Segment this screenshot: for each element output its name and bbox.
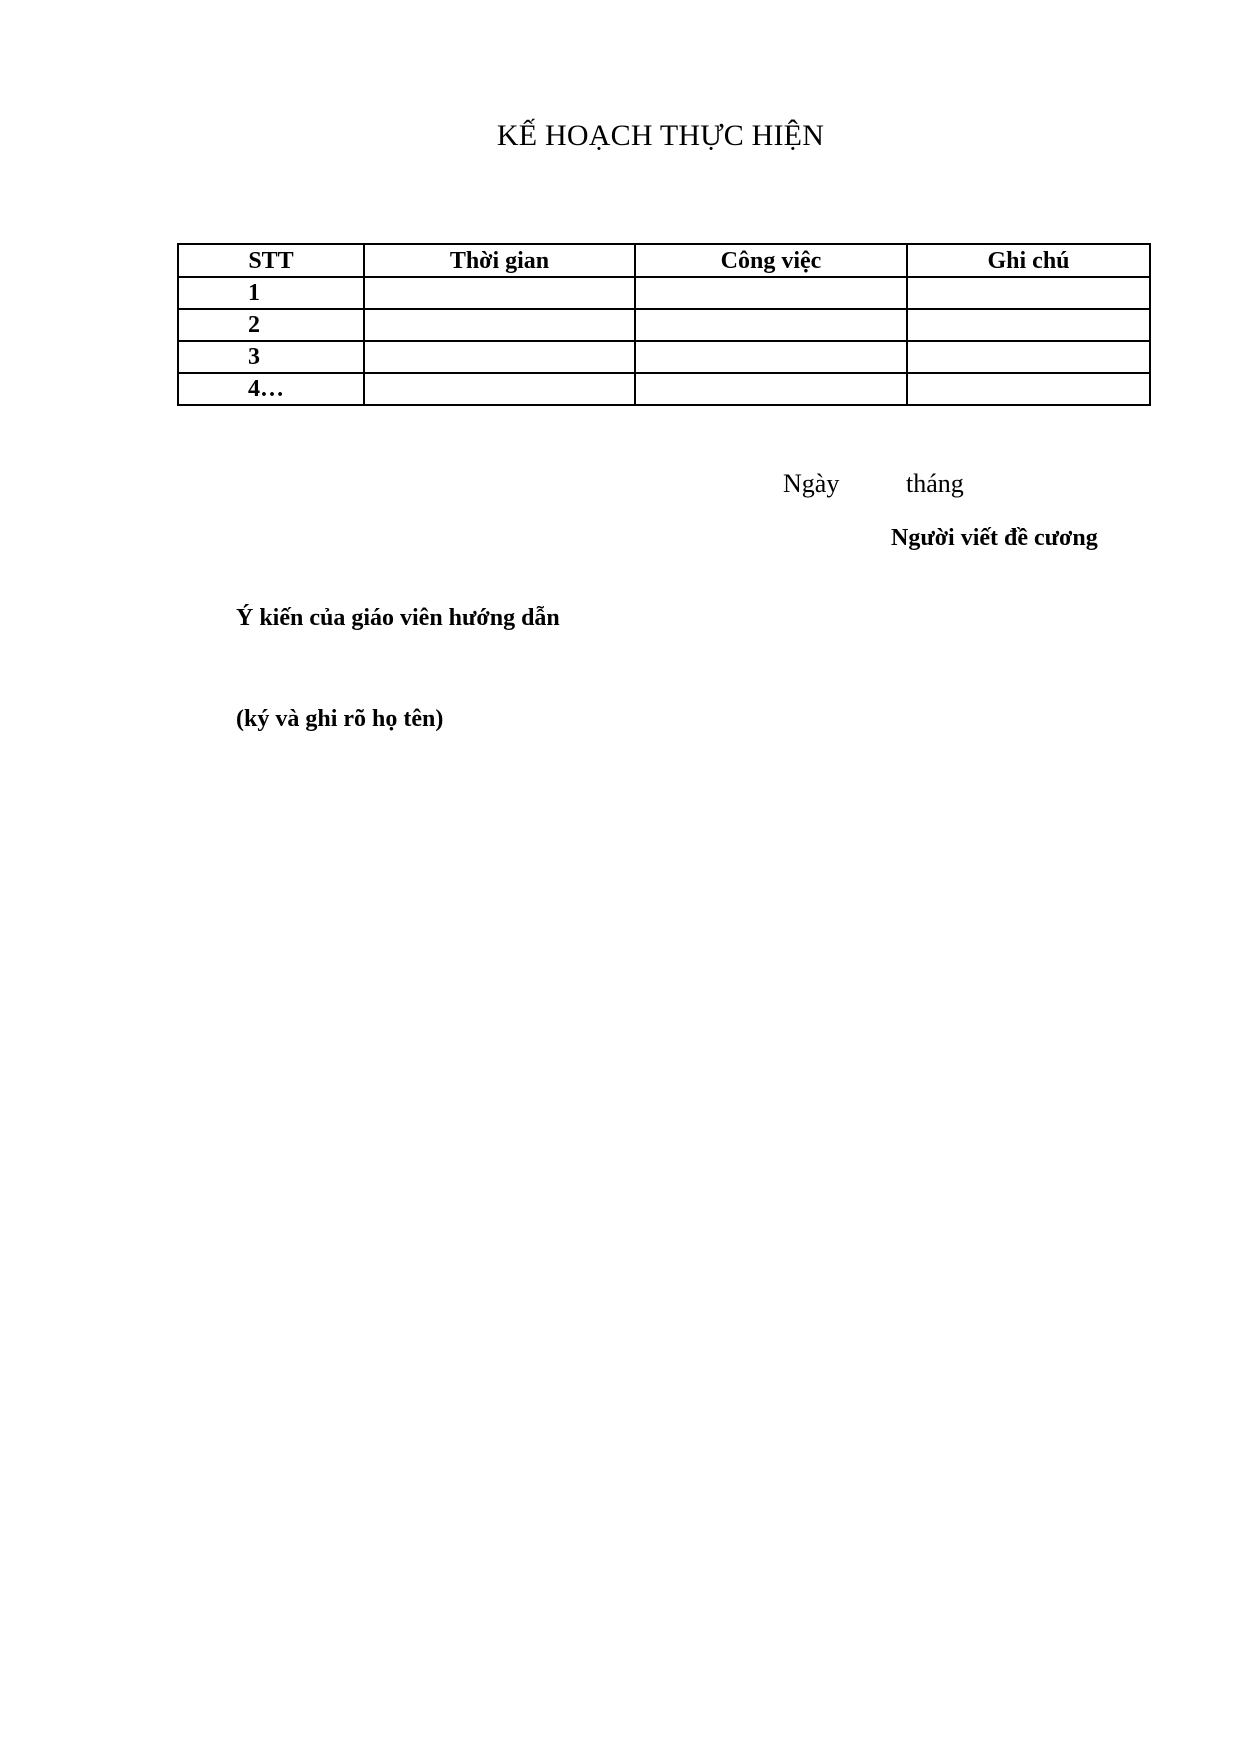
day-label: Ngày — [783, 469, 840, 498]
table-row — [178, 373, 1150, 405]
cell-work — [635, 309, 907, 341]
header-work: Công việc — [635, 244, 907, 277]
cell-note — [907, 373, 1150, 405]
header-note: Ghi chú — [907, 244, 1150, 277]
cell-work — [635, 373, 907, 405]
table-row — [178, 341, 1150, 373]
plan-table — [177, 243, 1151, 406]
table-row — [178, 309, 1150, 341]
table-header-row — [178, 244, 1150, 277]
cell-note — [907, 341, 1150, 373]
cell-stt: 1 — [178, 277, 364, 309]
cell-stt: 4… — [178, 373, 364, 405]
table-row — [178, 277, 1150, 309]
header-stt: STT — [178, 244, 364, 277]
header-time: Thời gian — [364, 244, 635, 277]
date-line — [783, 468, 964, 500]
signature-note: (ký và ghi rõ họ tên) — [236, 706, 444, 732]
cell-time — [364, 277, 635, 309]
cell-note — [907, 309, 1150, 341]
cell-stt: 3 — [178, 341, 364, 373]
advisor-opinion-label: Ý kiến của giáo viên hướng dẫn — [236, 605, 560, 631]
cell-work — [635, 341, 907, 373]
cell-stt: 2 — [178, 309, 364, 341]
cell-time — [364, 341, 635, 373]
cell-time — [364, 373, 635, 405]
month-label: tháng — [906, 469, 964, 498]
cell-time — [364, 309, 635, 341]
cell-work — [635, 277, 907, 309]
cell-note — [907, 277, 1150, 309]
author-label: Người viết đề cương — [891, 525, 1098, 551]
document-title: KẾ HOẠCH THỰC HIỆN — [496, 119, 825, 152]
